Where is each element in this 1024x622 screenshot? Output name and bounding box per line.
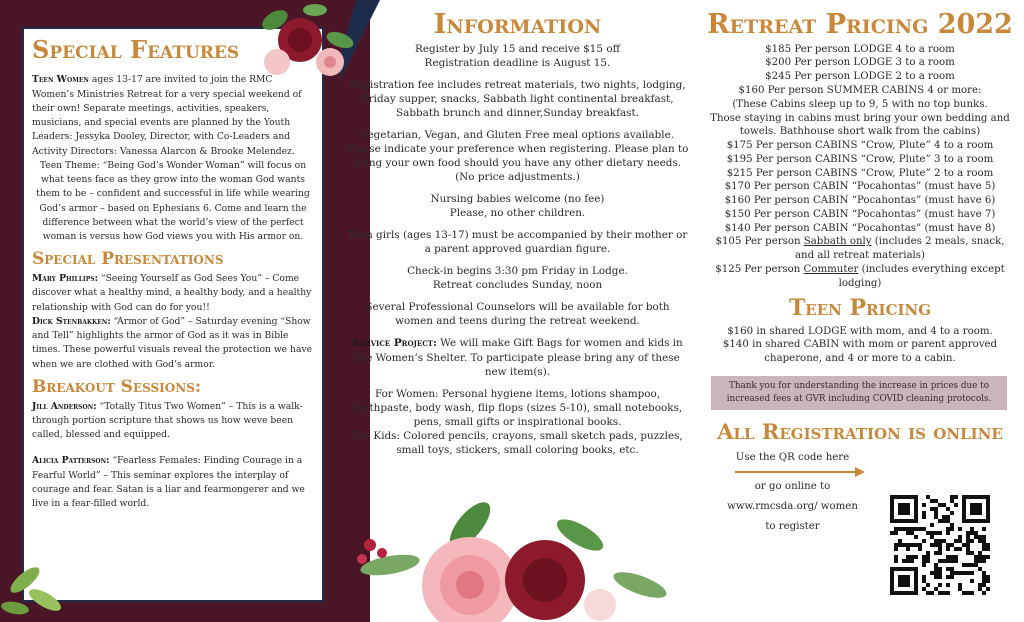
- teen-women-lead: Teen Women: [32, 74, 89, 86]
- info-teen-girls: Teen girls (ages 13-17) must be accompanied by their mother or a parent approved guardian figure.: [347, 229, 688, 256]
- registration-info: [705, 451, 880, 533]
- breakout-item: [32, 454, 314, 511]
- pricing-line: $195 Per person CABINS “Crow, Plute” 3 to a room: [726, 153, 994, 165]
- pricing-sabbath-only: [705, 235, 1015, 263]
- or-online-text: or go online to: [754, 481, 831, 493]
- special-presentations-title: Special Presentations: [32, 249, 224, 270]
- pricing-line: $150 Per person CABIN “Pocahontas” (must have 7): [724, 208, 996, 220]
- information-title: Information: [433, 9, 602, 40]
- arrow-right-icon: [735, 466, 865, 478]
- presenter-name: Dick Stenbakken:: [32, 315, 111, 327]
- registration-url[interactable]: www.rmcsda.org/ women: [727, 500, 858, 512]
- service-project-label: Service Project:: [352, 337, 437, 350]
- pricing-line: $160 Per person SUMMER CABINS 4 or more:: [738, 84, 982, 96]
- presentation-text: “Armor of God” – Saturday evening “Show and Tell” highlights the armor of God as it was in Bible times. These powerful visuals reveal the protection we have when we are clothed with God’s armor.: [32, 315, 313, 370]
- service-project-paragraph: [345, 336, 690, 378]
- kids-items: For Kids: Colored pencils, crayons, small sketch pads, puzzles, small toys, stickers, small coloring books, etc.: [352, 429, 683, 456]
- info-registration-deadline: Register by July 15 and receive $15 off Registration deadline is August 15.: [415, 42, 620, 69]
- breakout-text: “Totally Titus Two Women” – This is a walk-through portion scripture that shows us how weve been called, blessed and equipped.: [32, 400, 303, 441]
- pricing-line: $185 Per person LODGE 4 to a room: [765, 43, 955, 55]
- presentation-text: “Seeing Yourself as God Sees You” – Come discover what a healthy mind, a healthy body, and a healthy relationship with God can do for you!!: [32, 273, 312, 313]
- pricing-line: $200 Per person LODGE 3 to a room: [765, 57, 955, 69]
- price-prefix: $125 Per person: [715, 263, 804, 275]
- pricing-commuter: [705, 263, 1015, 291]
- pricing-line: $245 Per person LODGE 2 to a room: [765, 71, 955, 83]
- registration-title: All Registration is online: [717, 419, 1003, 445]
- pricing-line: $140 Per person CABIN “Pocahontas” (must have 8): [724, 222, 996, 234]
- info-nursing-babies: Nursing babies welcome (no fee) Please, no other children.: [430, 193, 605, 220]
- special-features-title: Special Features: [32, 35, 240, 64]
- presentation-item: [32, 272, 314, 315]
- breakout-text: “Fearless Females: Finding Courage in a Fearful World” – This seminar explores the interplay of courage and fear. Satan is a liar and fearmongerer and we live in a fear-filled world.: [32, 455, 305, 510]
- commuter-label: Commuter: [803, 263, 859, 275]
- teen-price-lodge: $160 in shared LODGE with mom, and 4 to a room.: [727, 325, 993, 337]
- breakout-sessions-title: Breakout Sessions:: [32, 376, 202, 397]
- sabbath-only-label: Sabbath only: [803, 236, 872, 248]
- price-prefix: $105 Per person: [715, 236, 804, 248]
- pricing-list: [705, 43, 1015, 236]
- presentation-item: [32, 315, 314, 372]
- women-items: For Women: Personal hygiene items, lotions shampoo, toothpaste, body wash, flip flops (sizes 5-10), small notebooks, pens, small gifts or inspirational books.: [352, 387, 683, 428]
- qr-code[interactable]: [890, 495, 990, 595]
- teen-theme-paragraph: Teen Theme: “Being God’s Wonder Woman” will focus on what teens face as they grow into the woman God wants them to be – confident and successful in life while wearing God’s armor – based on Ephesians 6. Come and learn the difference between what the world’s view of the perfect woman is versus how God views you with His armor on.: [36, 159, 310, 243]
- pricing-line: (These Cabins sleep up to 9, 5 with no top bunks.: [732, 98, 988, 110]
- info-fee-includes: Registration fee includes retreat materials, two nights, lodging, Friday supper, snacks, Sabbath light continental breakfast, Sabbath brunch and dinner,Sunday breakfast.: [349, 78, 686, 119]
- floral-arrangement-icon: [350, 495, 670, 622]
- info-meal-options: Vegetarian, Vegan, and Gluten Free meal options available. Please indicate your preference when registering. Please plan to bring your own food should you have any other dietary needs. (No price adjustments.): [346, 128, 689, 184]
- price-suffix: (includes everything except lodging): [838, 263, 1005, 289]
- pricing-title: Retreat Pricing 2022: [707, 9, 1013, 40]
- price-increase-notice: Thank you for understanding the increase in prices due to increased fees at GVR including COVID cleaning protocols.: [711, 376, 1007, 410]
- qr-instruction: Use the QR code here: [735, 452, 850, 464]
- special-features-panel: [22, 27, 324, 602]
- pricing-line: $170 Per person CABIN “Pocahontas” (must have 5): [724, 181, 996, 193]
- teen-pricing-title: Teen Pricing: [788, 295, 932, 322]
- service-project-text: We will make Gift Bags for women and kids in the Women’s Shelter. To participate please bring any of these new item(s).: [355, 337, 683, 378]
- speaker-name: Alicia Patterson:: [32, 455, 110, 467]
- info-counselors: Several Professional Counselors will be available for both women and teens during the retreat weekend.: [365, 301, 670, 328]
- information-column: [345, 10, 690, 457]
- teen-price-cabin: $140 in shared CABIN with mom or parent approved chaperone, and 4 or more to a cabin.: [722, 339, 998, 365]
- pricing-column: [705, 10, 1015, 533]
- pricing-line: $215 Per person CABINS “Crow, Plute” 2 to a room: [726, 167, 994, 179]
- teen-women-text: ages 13-17 are invited to join the RMC Women’s Ministries Retreat for a very special weekend of their own! Separate meetings, activities, speakers, musicians, and special events are planned by the Youth Leaders: Jessyka Dooley, Director, with Co-Leaders and Activity Directors: Vanessa Alarcon & Brooke Melendez.: [32, 74, 302, 157]
- presenter-name: Mary Phillips:: [32, 273, 98, 285]
- breakout-item: [32, 400, 314, 443]
- pricing-line: $175 Per person CABINS “Crow, Plute” 4 to a room: [726, 140, 994, 152]
- to-register-text: to register: [765, 520, 820, 532]
- speaker-name: Jill Anderson:: [32, 400, 97, 412]
- leaf-cluster-icon: [0, 540, 80, 622]
- pricing-line: $160 Per person CABIN “Pocahontas” (must have 6): [724, 195, 996, 207]
- price-suffix: (includes 2 meals, snack, and all retreat materials): [794, 236, 1005, 262]
- info-check-in: Check-in begins 3:30 pm Friday in Lodge. Retreat concludes Sunday, noon: [407, 265, 628, 292]
- pricing-line: Those staying in cabins must bring your own bedding and towels. Bathhouse short walk from the cabins): [710, 112, 1010, 138]
